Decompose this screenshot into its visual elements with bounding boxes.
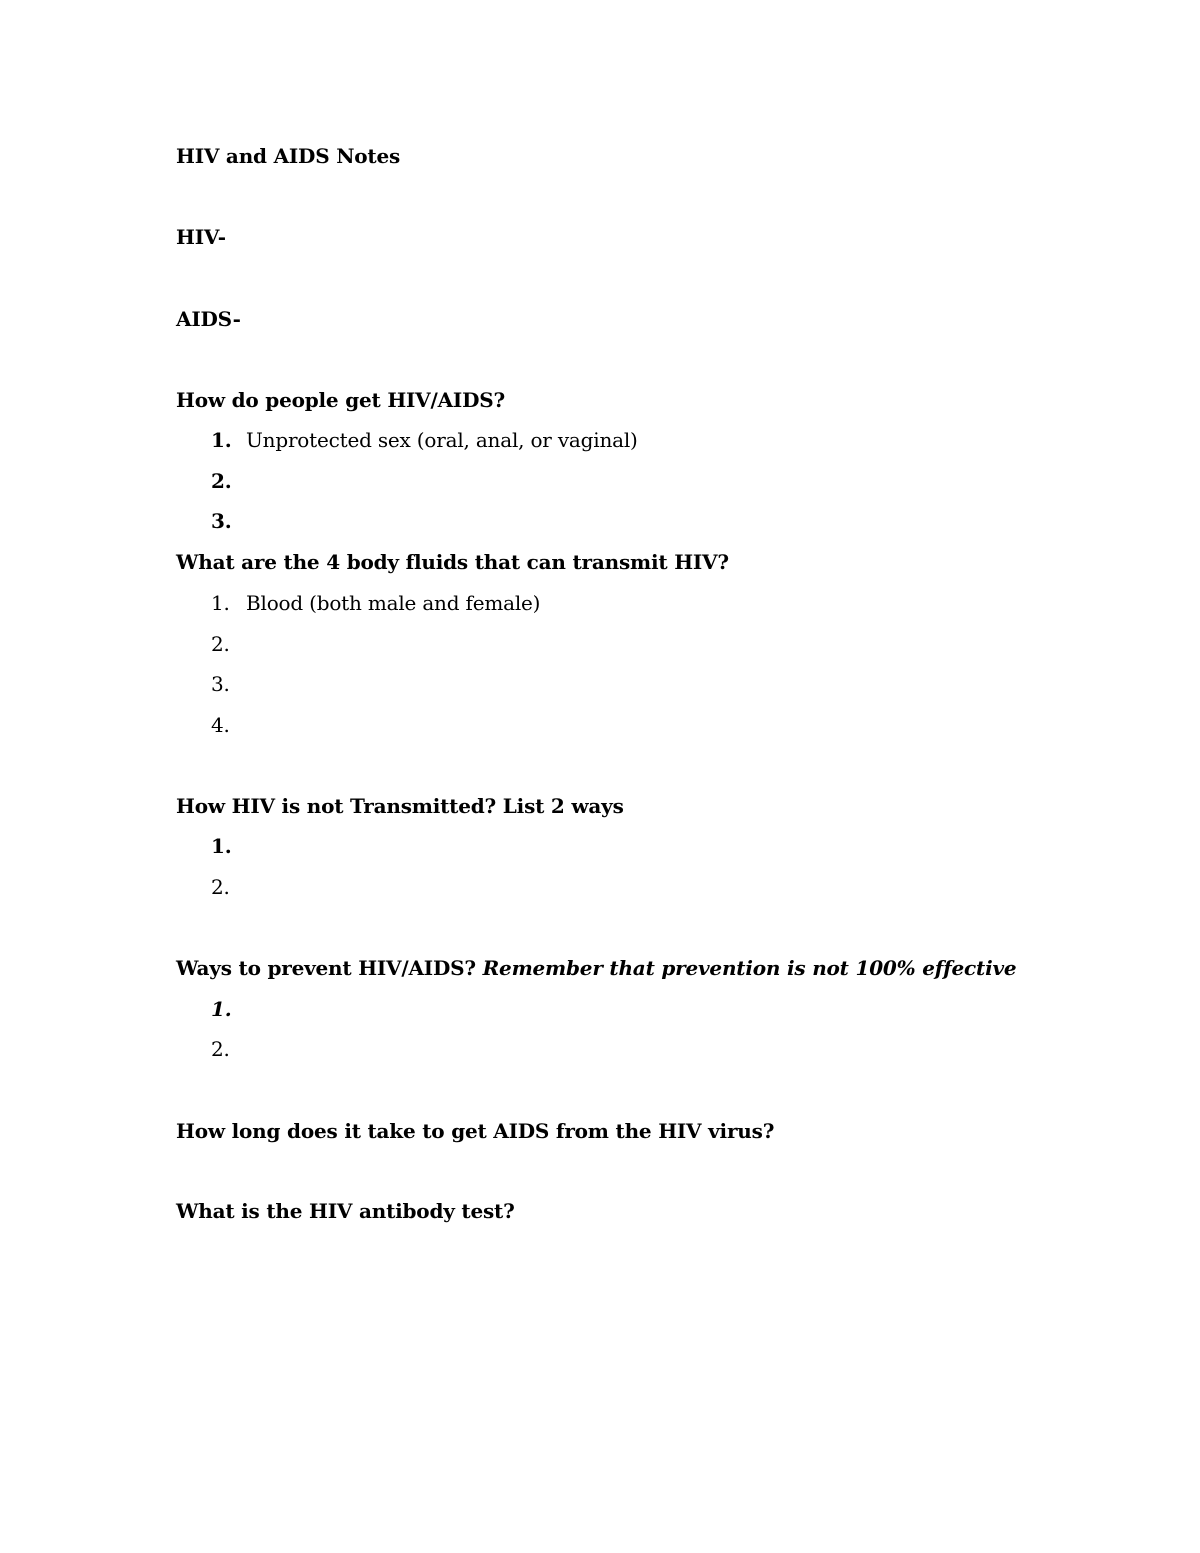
hiv-definition-label: HIV- [176,225,226,249]
question-how-long: How long does it take to get AIDS from the HIV virus? [176,1119,775,1143]
question-prevent-text: Ways to prevent HIV/AIDS? [176,956,476,980]
question-body-fluids: What are the 4 body fluids that can transmit HIV? [176,550,729,574]
question-how-get: How do people get HIV/AIDS? [176,388,505,412]
list-number: 1. [211,591,230,615]
list-item-text: Unprotected sex (oral, anal, or vaginal) [246,428,638,452]
list-number: 2. [211,632,230,656]
aids-definition-label: AIDS- [176,307,241,331]
prevention-note: Remember that prevention is not 100% effective [482,956,1017,980]
list-number: 1. [211,834,232,858]
list-number: 4. [211,713,230,737]
question-antibody-test: What is the HIV antibody test? [176,1199,515,1223]
list-item-text: Blood (both male and female) [246,591,541,615]
list-number: 2. [211,875,230,899]
list-number: 2. [211,1037,230,1061]
list-number: 3. [211,672,230,696]
list-number: 3. [211,509,232,533]
list-number: 2. [211,469,232,493]
document-title: HIV and AIDS Notes [176,144,401,168]
question-not-transmitted: How HIV is not Transmitted? List 2 ways [176,794,624,818]
list-number: 1. [211,428,232,452]
question-prevent [176,956,1016,980]
list-number: 1. [211,997,232,1021]
